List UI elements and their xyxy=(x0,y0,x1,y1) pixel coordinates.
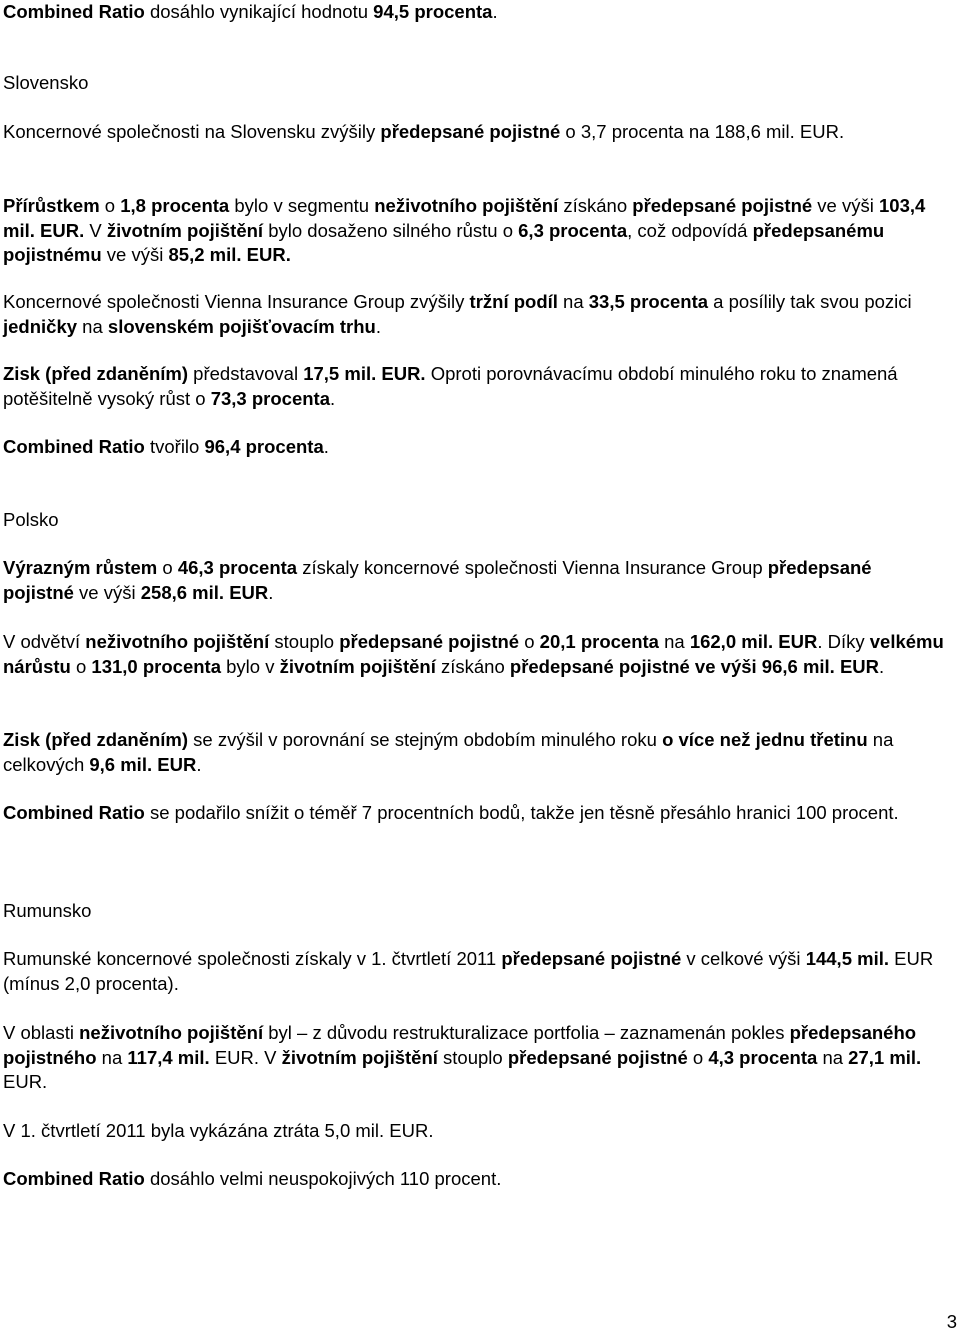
rumunsko-paragraph-1: Rumunské koncernové společnosti získaly v 1. čtvrtletí 2011 předepsané pojistné v celkové výši 144,5 mil. EUR (mínus 2,0 procenta). xyxy=(3,948,934,994)
rumunsko-paragraph-4: Combined Ratio dosáhlo velmi neuspokojivých 110 procent. xyxy=(3,1168,502,1189)
intro-combined-ratio: Combined Ratio dosáhlo vynikající hodnotu 94,5 procenta. xyxy=(3,1,498,22)
polsko-paragraph-4: Combined Ratio se podařilo snížit o téměř 7 procentních bodů, takže jen těsně přesáhlo hranici 100 procent. xyxy=(3,802,899,823)
polsko-paragraph-2: V odvětví neživotního pojištění stouplo předepsané pojistné o 20,1 procenta na 162,0 mil. EUR. Díky velkému nárůstu o 131,0 procenta bylo v životním pojištění získáno předepsané pojistné ve výši 96,6 mil. EUR. xyxy=(3,631,944,677)
polsko-paragraph-1: Výrazným růstem o 46,3 procenta získaly koncernové společnosti Vienna Insurance Group předepsané pojistné ve výši 258,6 mil. EUR. xyxy=(3,557,872,603)
page-number: 3 xyxy=(946,1311,957,1332)
rumunsko-paragraph-3: V 1. čtvrtletí 2011 byla vykázána ztráta 5,0 mil. EUR. xyxy=(3,1120,434,1141)
slovensko-paragraph-4: Zisk (před zdaněním) představoval 17,5 mil. EUR. Oproti porovnávacímu období minulého roku to znamená potěšitelně vysoký růst o 73,3 procenta. xyxy=(3,363,898,409)
slovensko-paragraph-3: Koncernové společnosti Vienna Insurance Group zvýšily tržní podíl na 33,5 procenta a posílily tak svou pozici jedničky na slovenském pojišťovacím trhu. xyxy=(3,291,912,337)
heading-polsko: Polsko xyxy=(3,509,59,530)
rumunsko-paragraph-2: V oblasti neživotního pojištění byl – z důvodu restrukturalizace portfolia – zaznamenán pokles předepsaného pojistného na 117,4 mil. EUR. V životním pojištění stouplo předepsané pojistné o 4,3 procenta na 27,1 mil. EUR. xyxy=(3,1022,922,1092)
slovensko-paragraph-2: Přírůstkem o 1,8 procenta bylo v segmentu neživotního pojištění získáno předepsané pojistné ve výši 103,4 mil. EUR. V životním pojištění bylo dosaženo silného růstu o 6,3 procenta, což odpovídá předepsanému pojistnému ve výši 85,2 mil. EUR. xyxy=(3,195,926,265)
slovensko-paragraph-5: Combined Ratio tvořilo 96,4 procenta. xyxy=(3,436,329,457)
slovensko-paragraph-1: Koncernové společnosti na Slovensku zvýšily předepsané pojistné o 3,7 procenta na 188,6 mil. EUR. xyxy=(3,121,845,142)
heading-slovensko: Slovensko xyxy=(3,72,89,93)
heading-rumunsko: Rumunsko xyxy=(3,900,92,921)
polsko-paragraph-3: Zisk (před zdaněním) se zvýšil v porovnání se stejným obdobím minulého roku o více než jednu třetinu na celkových 9,6 mil. EUR. xyxy=(3,729,894,775)
